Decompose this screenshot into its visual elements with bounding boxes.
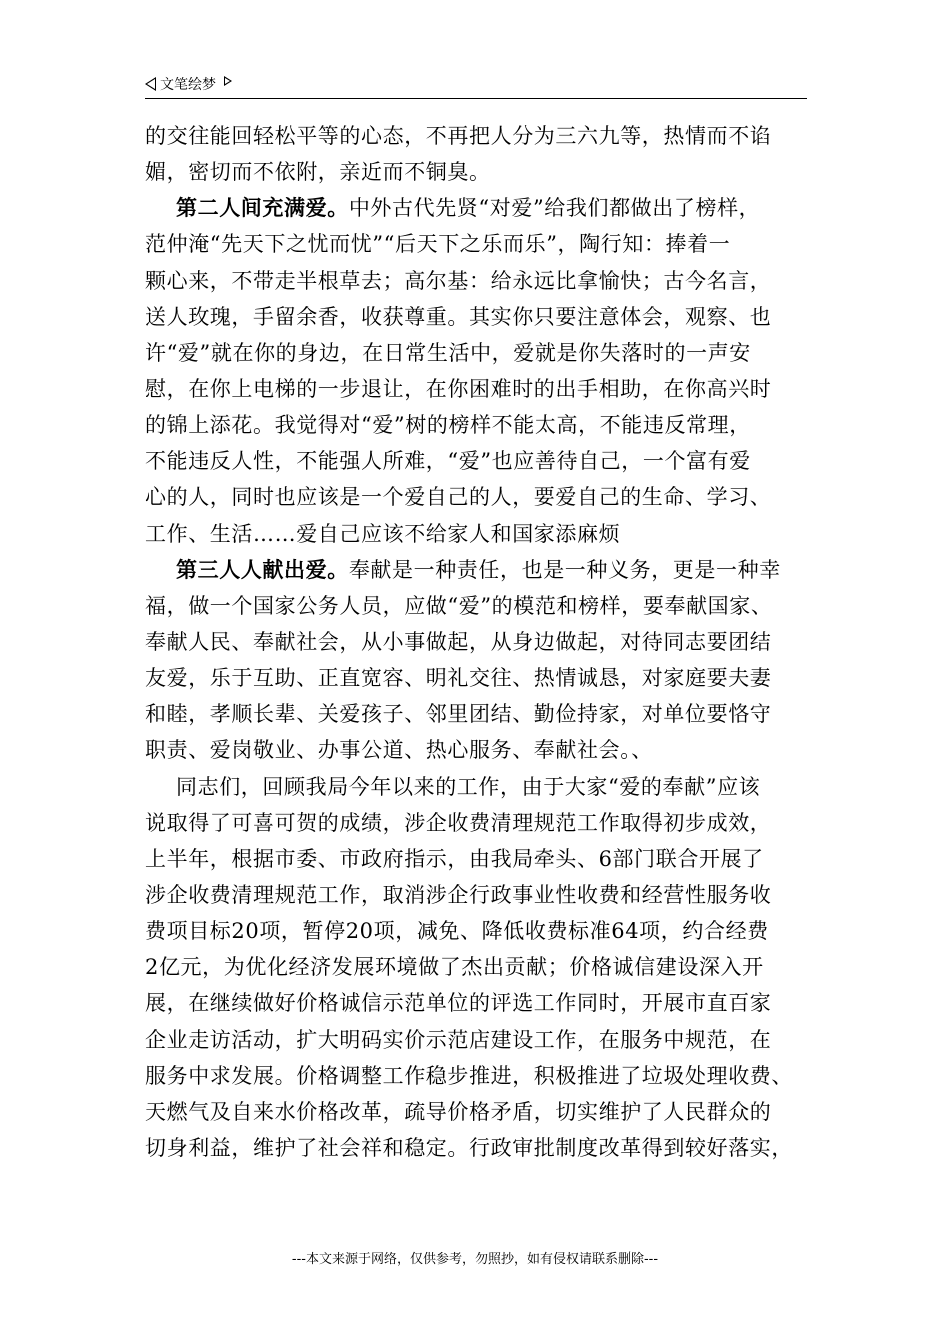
- text-line: [145, 190, 813, 226]
- section-heading: 第三人人献出爱。: [176, 556, 349, 582]
- text-line: 费项目标20项，暂停20项，减免、降低收费标准64项，约合经费: [145, 919, 769, 944]
- page-header: [145, 72, 807, 99]
- text-line: 奉献人民、奉献社会，从小事做起，从身边做起，对待同志要团结: [145, 629, 772, 654]
- text-line: 2亿元，为优化经济发展环境做了杰出贡献；价格诚信建设深入开: [145, 955, 764, 980]
- text-line: 心的人，同时也应该是一个爱自己的人，要爱自己的生命、学习、: [145, 485, 772, 510]
- text-run: 中外古代先贤“对爱”给我们都做出了榜样，: [348, 196, 761, 221]
- text-line: 的交往能回轻松平等的心态，不再把人分为三六九等，热情而不谄: [145, 124, 772, 148]
- text-line: 切身利益，维护了社会祥和稳定。行政审批制度改革得到较好落实，: [145, 1135, 793, 1160]
- text-line: 范仲淹“先天下之忧而忧”“后天下之乐而乐”，陶行知：捧着一: [145, 232, 731, 257]
- header-title: 文笔绘梦: [160, 77, 216, 93]
- text-line: 展，在继续做好价格诚信示范单位的评选工作同时，开展市直百家: [145, 991, 772, 1016]
- text-line: 说取得了可喜可贺的成绩，涉企收费清理规范工作取得初步成效，: [145, 810, 772, 835]
- page-footer: ---本文来源于网络，仅供参考，勿照抄，如有侵权请联系删除---: [291, 1252, 659, 1267]
- text-line: 媚，密切而不依附，亲近而不铜臭。: [145, 160, 491, 185]
- text-line: 不能违反人性，不能强人所难，“爱”也应善待自己，一个富有爱: [145, 449, 751, 474]
- text-line: 上半年，根据市委、市政府指示，由我局牵头、6部门联合开展了: [145, 846, 764, 871]
- document-body: [145, 118, 813, 1166]
- text-line: 职责、爱岗敬业、办事公道、热心服务、奉献社会。、: [145, 738, 653, 763]
- text-line: 送人玫瑰，手留余香，收获尊重。其实你只要注意体会，观察、也: [145, 304, 772, 329]
- text-line: 慰，在你上电梯的一步退让，在你困难时的出手相助，在你高兴时: [145, 376, 772, 401]
- text-line: 天燃气及自来水价格改革，疏导价格矛盾，切实维护了人民群众的: [145, 1099, 772, 1124]
- text-line: 工作、生活……爱自己应该不给家人和国家添麻烦: [145, 521, 621, 546]
- text-line: 颗心来，不带走半根草去；高尔基：给永远比拿愉快；古今名言，: [145, 268, 772, 293]
- text-line: 企业走访活动，扩大明码实价示范店建设工作，在服务中规范，在: [145, 1027, 772, 1052]
- text-line: 服务中求发展。价格调整工作稳步推进，积极推进了垃圾处理收费、: [145, 1063, 793, 1088]
- text-line: 许“爱”就在你的身边，在日常生活中，爱就是你失落时的一声安: [145, 340, 751, 365]
- text-line: 的锦上添花。我觉得对“爱”树的榜样不能太高，不能违反常理，: [145, 413, 751, 438]
- text-line: 福，做一个国家公务人员，应做“爱”的模范和榜样，要奉献国家、: [145, 593, 773, 618]
- text-line: 友爱，乐于互助、正直宽容、明礼交往、热情诚恳，对家庭要夫妻: [145, 666, 772, 691]
- text-run: 奉献是一种责任，也是一种义务，更是一种幸: [348, 557, 781, 582]
- text-line: 涉企收费清理规范工作，取消涉企行政事业性收费和经营性服务收: [145, 882, 772, 907]
- section-heading: 第二人间充满爱。: [176, 195, 349, 221]
- text-line: [145, 552, 813, 588]
- triangle-left-icon: [145, 77, 156, 91]
- text-line: 和睦，孝顺长辈、关爱孩子、邻里团结、勤俭持家，对单位要恪守: [145, 702, 772, 727]
- triangle-right-icon: [224, 76, 232, 86]
- header-brand: [145, 74, 232, 94]
- text-line: 同志们，回顾我局今年以来的工作，由于大家“爱的奉献”应该: [176, 774, 761, 799]
